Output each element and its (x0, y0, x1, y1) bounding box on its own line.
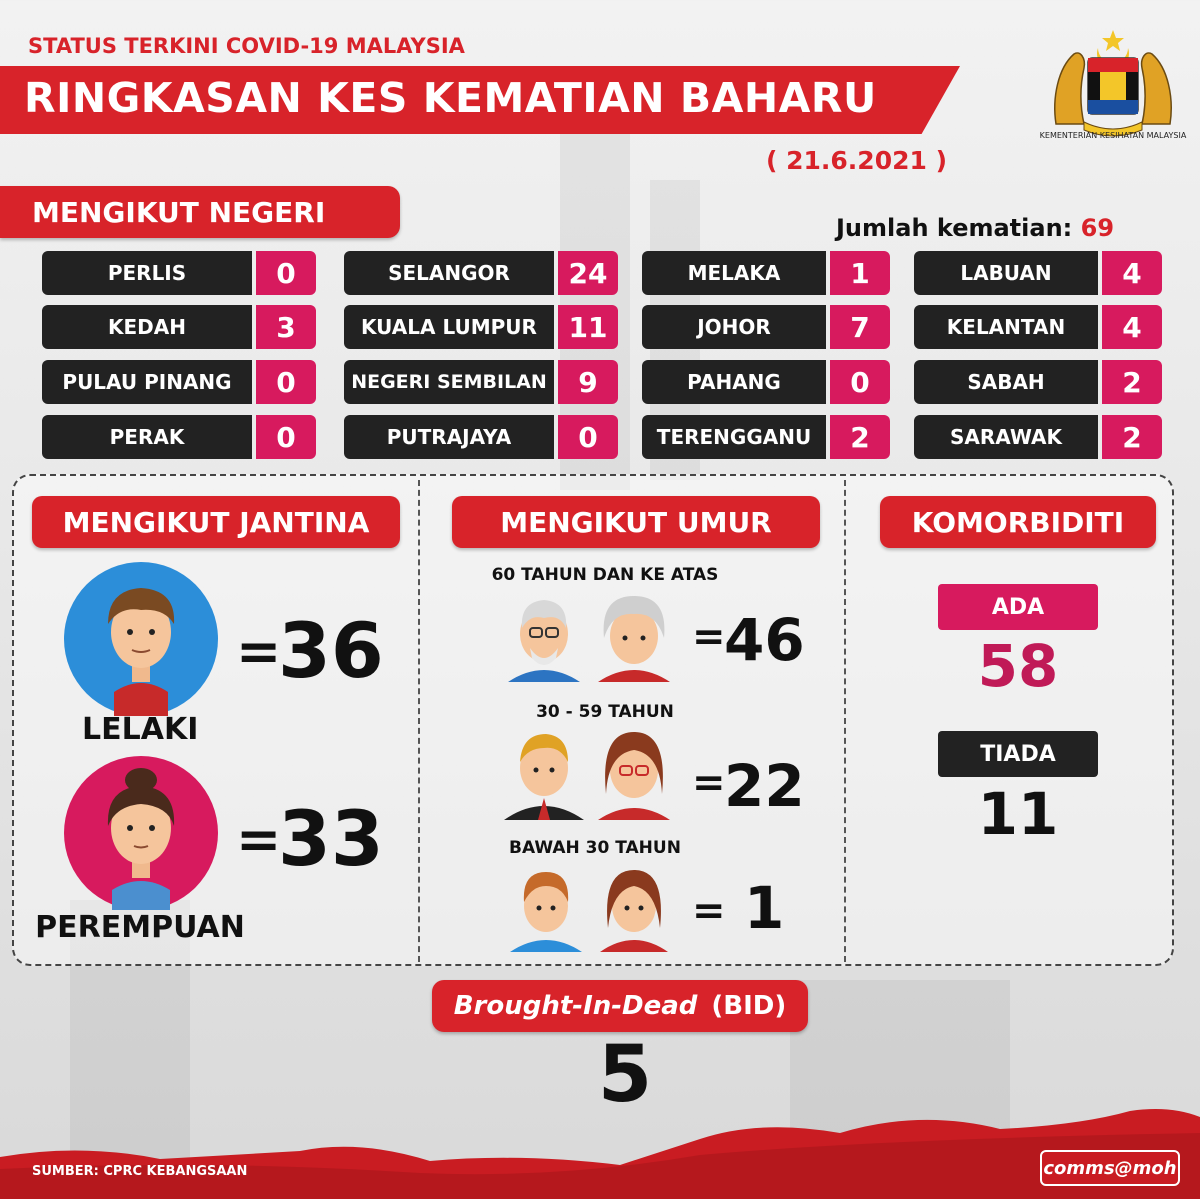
state-count: 4 (1102, 251, 1162, 295)
section-tab-age: MENGIKUT UMUR (452, 496, 820, 548)
report-date: ( 21.6.2021 ) (766, 146, 948, 175)
state-count: 2 (1102, 415, 1162, 459)
state-count: 11 (558, 305, 618, 349)
panel-divider (418, 480, 420, 962)
state-name: JOHOR (642, 305, 826, 349)
young-couple-icon (506, 864, 676, 952)
state-name: TERENGGANU (642, 415, 826, 459)
state-row (344, 251, 618, 295)
brand-logo: comms@moh (1040, 1150, 1180, 1186)
age-group-label: 30 - 59 TAHUN (536, 702, 674, 722)
state-row (914, 360, 1162, 404)
state-count: 1 (830, 251, 890, 295)
female-equals: = (236, 808, 282, 871)
age-group-count: 22 (724, 752, 805, 820)
state-count: 0 (558, 415, 618, 459)
coat-of-arms-logo (1050, 28, 1176, 138)
male-count: 36 (278, 606, 384, 695)
section-tab-comorbidity: KOMORBIDITI (880, 496, 1156, 548)
state-row (642, 415, 890, 459)
elderly-couple-icon (500, 588, 680, 682)
footer-brush-stroke (0, 1099, 1200, 1199)
female-face-icon (64, 756, 218, 910)
comorbid-yes-label: ADA (938, 584, 1098, 630)
state-name: PERLIS (42, 251, 252, 295)
state-name: PAHANG (642, 360, 826, 404)
total-deaths-label: Jumlah kematian: (836, 214, 1073, 242)
state-name: LABUAN (914, 251, 1098, 295)
state-row (42, 251, 316, 295)
bid-label: Brought-In-Dead (453, 991, 698, 1021)
state-count: 9 (558, 360, 618, 404)
state-count: 0 (256, 251, 316, 295)
age-equals: = (692, 614, 726, 660)
state-row (914, 251, 1162, 295)
state-name: SARAWAK (914, 415, 1098, 459)
source-note: SUMBER: CPRC KEBANGSAAN (32, 1164, 248, 1179)
state-row (914, 415, 1162, 459)
state-name: PULAU PINANG (42, 360, 252, 404)
state-row (642, 360, 890, 404)
panel-divider (844, 480, 846, 962)
state-row (914, 305, 1162, 349)
header-subtitle: STATUS TERKINI COVID-19 MALAYSIA (28, 34, 465, 58)
state-count: 2 (830, 415, 890, 459)
state-count: 2 (1102, 360, 1162, 404)
bid-abbreviation: (BID) (711, 991, 787, 1021)
bid-count: 5 (597, 1030, 653, 1120)
section-tab-negeri: MENGIKUT NEGERI (0, 186, 400, 238)
female-label: PEREMPUAN (35, 910, 245, 945)
male-face-icon (64, 562, 218, 716)
state-row (344, 415, 618, 459)
page-title: RINGKASAN KES KEMATIAN BAHARU (24, 74, 877, 122)
state-count: 0 (830, 360, 890, 404)
state-row (642, 305, 890, 349)
state-count: 24 (558, 251, 618, 295)
state-name: KUALA LUMPUR (344, 305, 554, 349)
state-row (642, 251, 890, 295)
comorbid-yes-count: 58 (977, 632, 1059, 700)
comorbid-no-count: 11 (977, 780, 1059, 848)
state-count: 4 (1102, 305, 1162, 349)
total-deaths (836, 214, 1114, 242)
ministry-name: KEMENTERIAN KESIHATAN MALAYSIA (1039, 131, 1187, 140)
state-row (344, 360, 618, 404)
state-name: MELAKA (642, 251, 826, 295)
adult-couple-icon (500, 724, 680, 820)
state-row (42, 305, 316, 349)
state-count: 7 (830, 305, 890, 349)
state-name: SABAH (914, 360, 1098, 404)
total-deaths-value: 69 (1080, 214, 1115, 242)
section-tab-gender: MENGIKUT JANTINA (32, 496, 400, 548)
male-equals: = (236, 620, 282, 683)
state-row (344, 305, 618, 349)
age-group-label: BAWAH 30 TAHUN (509, 838, 681, 858)
state-name: NEGERI SEMBILAN (344, 360, 554, 404)
bid-tab (432, 980, 808, 1032)
state-count: 0 (256, 415, 316, 459)
age-group-count: 1 (744, 874, 785, 942)
state-name: PERAK (42, 415, 252, 459)
state-count: 0 (256, 360, 316, 404)
state-count: 3 (256, 305, 316, 349)
age-equals: = (692, 760, 726, 806)
state-row (42, 360, 316, 404)
male-label: LELAKI (82, 712, 199, 747)
state-name: PUTRAJAYA (344, 415, 554, 459)
age-group-count: 46 (724, 606, 805, 674)
comorbid-no-label: TIADA (938, 731, 1098, 777)
state-name: SELANGOR (344, 251, 554, 295)
state-row (42, 415, 316, 459)
age-equals: = (692, 888, 726, 934)
age-group-label: 60 TAHUN DAN KE ATAS (491, 565, 719, 585)
state-name: KELANTAN (914, 305, 1098, 349)
state-name: KEDAH (42, 305, 252, 349)
female-count: 33 (278, 794, 384, 883)
